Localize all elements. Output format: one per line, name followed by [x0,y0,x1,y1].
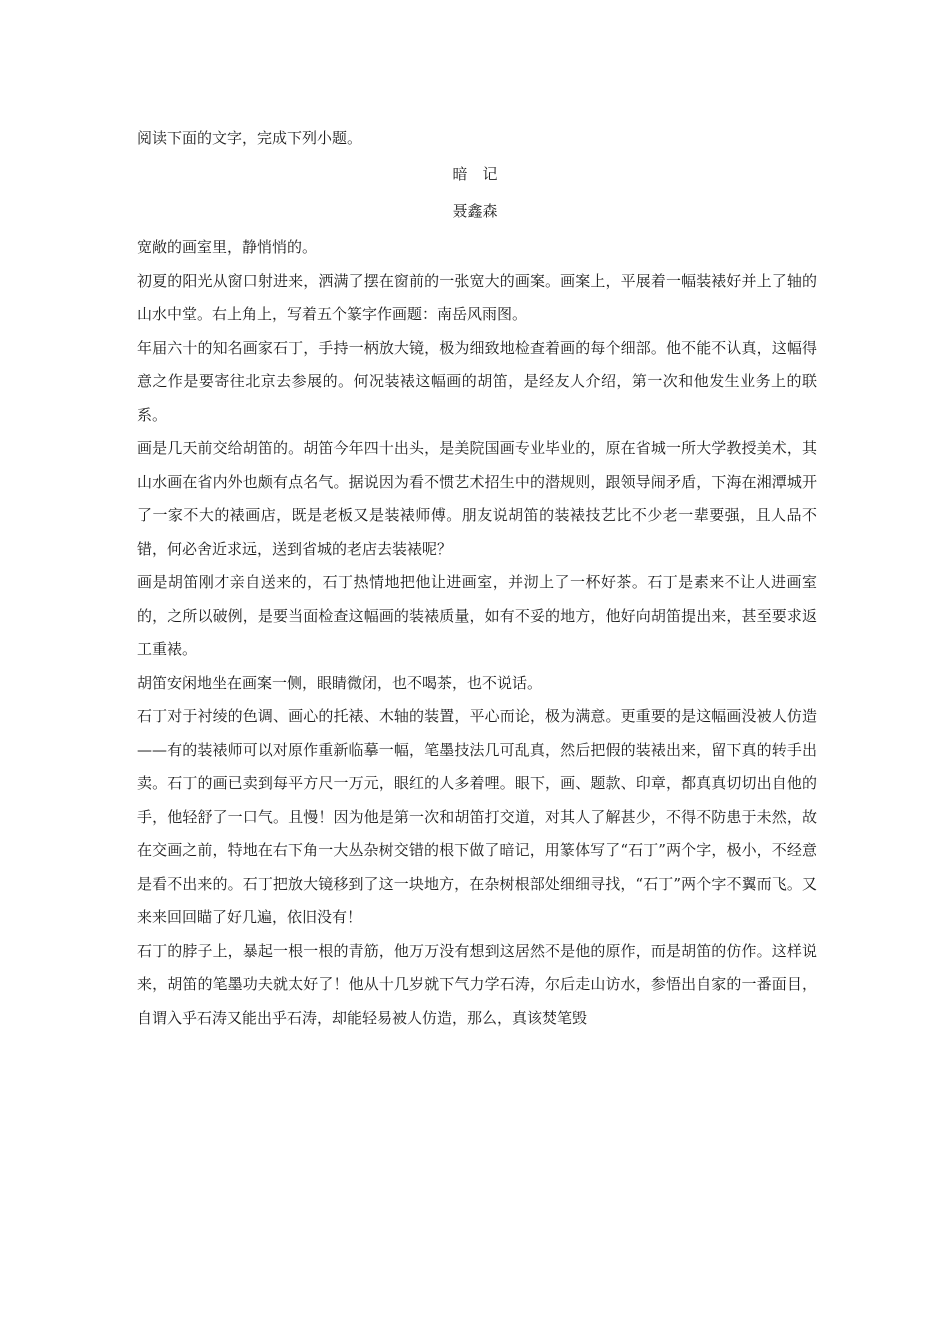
paragraph: 初夏的阳光从窗口射进来，洒满了摆在窗前的一张宽大的画案。画案上，平展着一幅装裱好并上了轴的山水中堂。右上角上，写着五个篆字作画题：南岳风雨图。 [137,271,817,323]
article-author: 聂鑫森 [452,202,498,220]
paragraph: 画是胡笛刚才亲自送来的，石丁热情地把他让进画室，并沏上了一杯好茶。石丁是素来不让人进画室的，之所以破例，是要当面检查这幅画的装裱质量，如有不妥的地方，他好向胡笛提出来，甚至要求返工重裱。 [137,573,817,658]
paragraph: 石丁对于衬绫的色调、画心的托裱、木轴的装置，平心而论，极为满意。更重要的是这幅画没被人仿造——有的装裱师可以对原作重新临摹一幅，笔墨技法几可乱真，然后把假的装裱出来，留下真的转手出卖。石丁的画已卖到每平方尺一万元，眼红的人多着哩。眼下，画、题款、印章，都真真切切出自他的手，他轻舒了一口气。且慢！因为他是第一次和胡笛打交道，对其人了解甚少，不得不防患于未然，故在交画之前，特地在右下角一大丛杂树交错的根下做了暗记，用篆体写了“石丁”两个字，极小，不经意是看不出来的。石丁把放大镜移到了这一块地方，在杂树根部处细细寻找，“石丁”两个字不翼而飞。又来来回回瞄了好几遍，依旧没有！ [137,707,817,926]
paragraph: 宽敞的画室里，静悄悄的。 [137,238,318,256]
paragraph: 胡笛安闲地坐在画案一侧，眼睛微闭，也不喝茶，也不说话。 [137,673,543,692]
paragraph: 画是几天前交给胡笛的。胡笛今年四十出头，是美院国画专业毕业的，原在省城一所大学教授美术，其山水画在省内外也颇有点名气。据说因为看不惯艺术招生中的潜规则，跟领导闹矛盾，下海在湘潭城开了一家不大的裱画店，既是老板又是装裱师傅。朋友说胡笛的装裱技艺比不少老一辈要强，且人品不错，何必舍近求远，送到省城的老店去装裱呢？ [137,439,817,558]
paragraph: 石丁的脖子上，暴起一根一根的青筋，他万万没有想到这居然不是他的原作，而是胡笛的仿作。这样说来，胡笛的笔墨功夫就太好了！他从十几岁就下气力学石涛，尔后走山访水，参悟出自家的一番面目，自谓入乎石涛又能出乎石涛，却能轻易被人仿造，那么，真该焚笔毁 [137,941,817,1027]
article-title: 暗 记 [452,165,498,183]
paragraph: 年届六十的知名画家石丁，手持一柄放大镜，极为细致地检查着画的每个细部。他不能不认真，这幅得意之作是要寄往北京去参展的。何况装裱这幅画的胡笛，是经友人介绍，第一次和他发生业务上的联系。 [137,338,817,424]
article-body [137,231,817,1035]
instruction-text: 阅读下面的文字，完成下列小题。 [137,129,363,147]
